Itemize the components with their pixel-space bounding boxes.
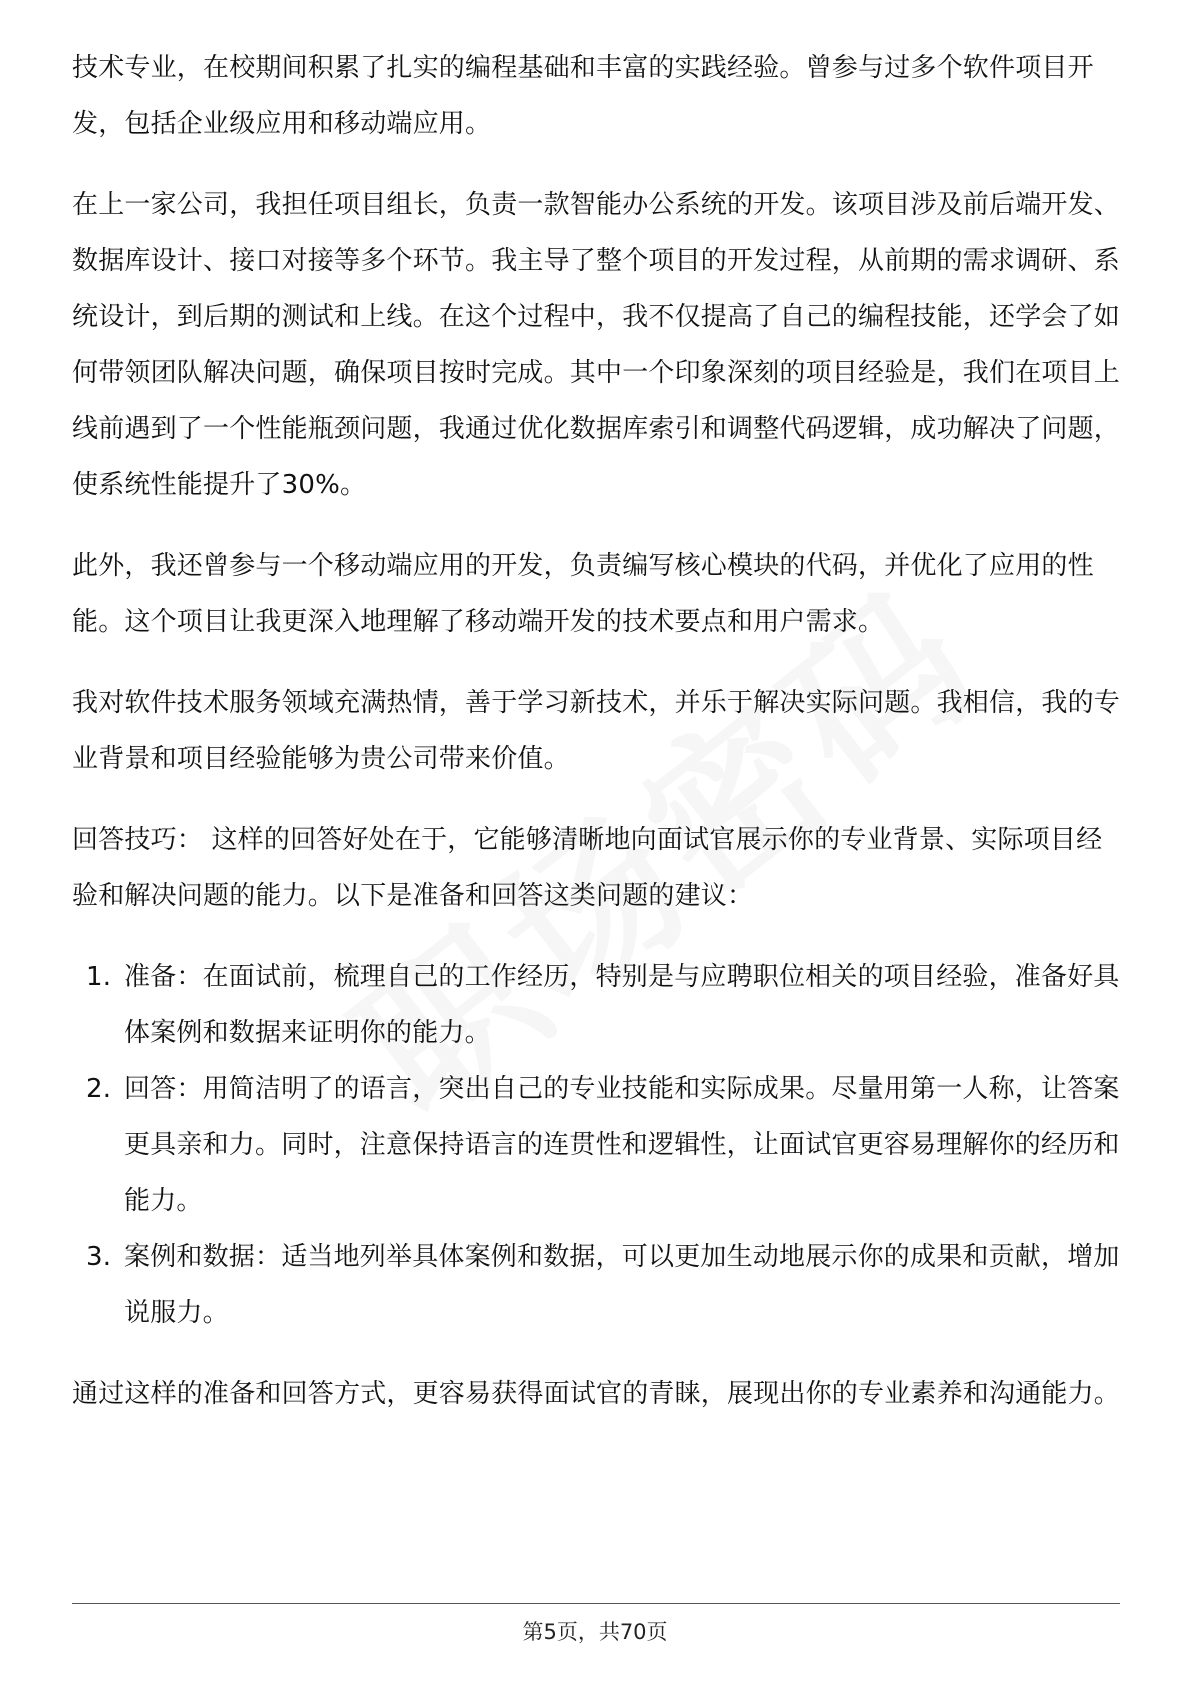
list-item (72, 1061, 1120, 1229)
tips-list (72, 949, 1120, 1341)
list-item-number: 1. (86, 962, 112, 992)
list-item-number: 2. (86, 1074, 112, 1104)
paragraph-answer-tips: 回答技巧： 这样的回答好处在于，它能够清晰地向面试官展示你的专业背景、实际项目经验和解决问题的能力。以下是准备和回答这类问题的建议： (72, 825, 1103, 911)
paragraph-passion: 我对软件技术服务领域充满热情，善于学习新技术，并乐于解决实际问题。我相信，我的专业背景和项目经验能够为贵公司带来价值。 (72, 688, 1121, 774)
paragraph-project-lead: 在上一家公司，我担任项目组长，负责一款智能办公系统的开发。该项目涉及前后端开发、数据库设计、接口对接等多个环节。我主导了整个项目的开发过程，从前期的需求调研、系统设计，到后期的测试和上线。在这个过程中，我不仅提高了自己的编程技能，还学会了如何带领团队解决问题，确保项目按时完成。其中一个印象深刻的项目经验是，我们在项目上线前遇到了一个性能瓶颈问题，我通过优化数据库索引和调整代码逻辑，成功解决了问题，使系统性能提升了30%。 (72, 190, 1121, 500)
list-item (72, 949, 1120, 1061)
page-number: 第5页，共70页 (522, 1620, 668, 1644)
paragraph-closing: 通过这样的准备和回答方式，更容易获得面试官的青睐，展现出你的专业素养和沟通能力。 (72, 1379, 1121, 1409)
list-item (72, 1229, 1120, 1341)
list-item-text: 案例和数据：适当地列举具体案例和数据，可以更加生动地展示你的成果和贡献，增加说服力。 (124, 1242, 1120, 1328)
list-item-number: 3. (86, 1242, 112, 1272)
footer-divider (72, 1603, 1120, 1604)
list-item-text: 回答：用简洁明了的语言，突出自己的专业技能和实际成果。尽量用第一人称，让答案更具亲和力。同时，注意保持语言的连贯性和逻辑性，让面试官更容易理解你的经历和能力。 (124, 1074, 1120, 1216)
paragraph-mobile-app: 此外，我还曾参与一个移动端应用的开发，负责编写核心模块的代码，并优化了应用的性能。这个项目让我更深入地理解了移动端开发的技术要点和用户需求。 (72, 551, 1094, 637)
paragraph-education: 技术专业，在校期间积累了扎实的编程基础和丰富的实践经验。曾参与过多个软件项目开发，包括企业级应用和移动端应用。 (72, 53, 1094, 139)
document-page (72, 40, 1120, 1447)
list-item-text: 准备：在面试前，梳理自己的工作经历，特别是与应聘职位相关的项目经验，准备好具体案例和数据来证明你的能力。 (124, 962, 1120, 1048)
